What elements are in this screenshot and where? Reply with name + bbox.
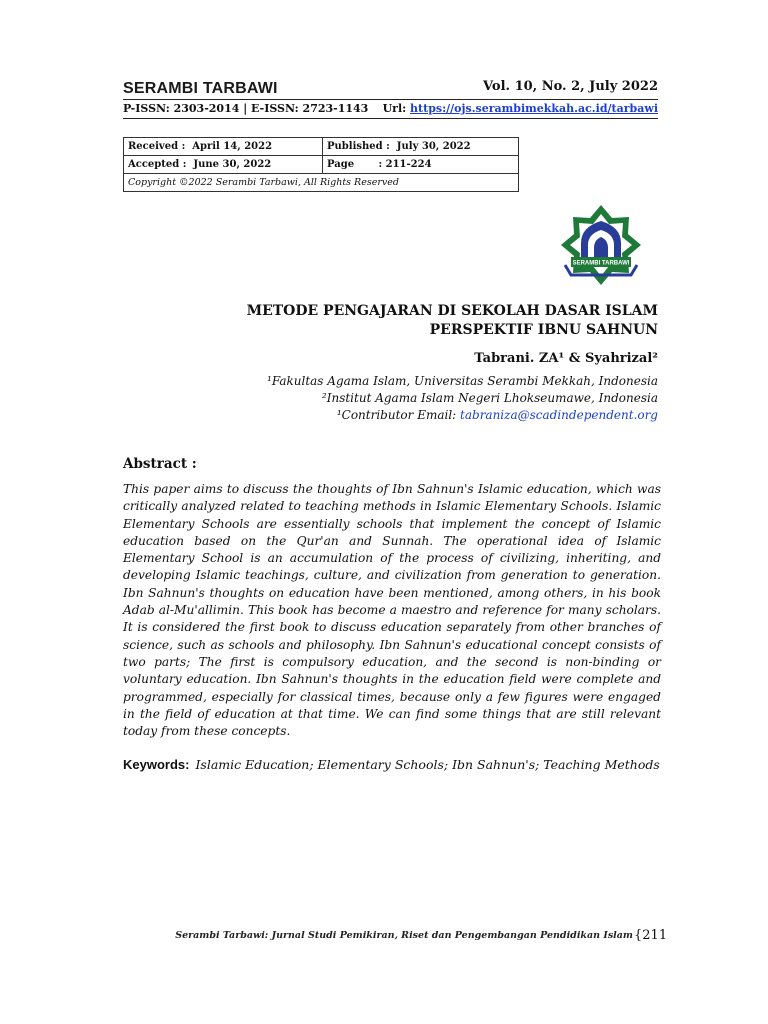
- accepted-cell: [124, 156, 323, 174]
- page-cell: [323, 156, 519, 174]
- page-value: : 211-224: [378, 159, 432, 170]
- page-number: {211: [634, 928, 668, 943]
- contributor-email: [337, 408, 658, 422]
- keywords: [123, 757, 660, 772]
- title-line-1: METODE PENGAJARAN DI SEKOLAH DASAR ISLAM: [246, 303, 658, 319]
- email-label: ¹Contributor Email:: [336, 408, 461, 422]
- header-rule-bottom: [123, 118, 658, 119]
- keywords-value: Islamic Education; Elementary Schools; Ibn Sahnun's; Teaching Methods: [195, 757, 660, 772]
- footer-journal: Serambi Tarbawi: Jurnal Studi Pemikiran, Riset dan Pengembangan Pendidikan Islam: [175, 930, 633, 941]
- article-meta-table: [123, 137, 519, 192]
- affiliation-2: ²Institut Agama Islam Negeri Lhokseumawe, Indonesia: [321, 391, 658, 405]
- header-rule: [123, 99, 658, 100]
- published-label: Published :: [327, 141, 390, 152]
- published-value: July 30, 2022: [396, 141, 471, 152]
- email-link[interactable]: tabraniza@scadindependent.org: [460, 408, 658, 422]
- authors: Tabrani. ZA¹ & Syahrizal²: [474, 351, 658, 366]
- journal-name: SERAMBI TARBAWI: [123, 80, 278, 97]
- affiliation-1: ¹Fakultas Agama Islam, Universitas Serambi Mekkah, Indonesia: [267, 374, 658, 388]
- accepted-label: Accepted :: [128, 159, 187, 170]
- abstract-body: This paper aims to discuss the thoughts of Ibn Sahnun's Islamic education, which was critically analyzed related to teaching methods in Islamic Elementary Schools. Islamic Elementary Schools are essentially schools that implement the concept of Islamic education based on the Qur'an and Sunnah. The operational idea of Islamic Elementary School is an accumulation of the process of civilizing, inheriting, and developing Islamic teachings, culture, and civilization from generation to generation. Ibn Sahnun's thoughts on education have been mentioned, among others, in his book Adab al-Mu'allimin. This book has become a maestro and reference for many scholars. It is considered the first book to discuss education separately from other branches of science, such as schools and philosophy. Ibn Sahnun's educational concept consists of two parts; The first is compulsory education, and the second is non-binding or voluntary education. Ibn Sahnun's thoughts in the education field were complete and programmed, especially for classical times, because only a few figures were engaged in the field of education at that time. We can find some things that are still relevant today from these concepts.: [123, 482, 661, 739]
- journal-url-link[interactable]: https://ojs.serambimekkah.ac.id/tarbawi: [410, 102, 658, 115]
- published-cell: [323, 138, 519, 156]
- title-line-2: PERSPEKTIF IBNU SAHNUN: [429, 322, 658, 338]
- journal-url: [383, 102, 658, 115]
- keywords-label: Keywords:: [123, 757, 190, 772]
- journal-logo: [552, 204, 650, 290]
- accepted-value: June 30, 2022: [193, 159, 272, 170]
- received-value: April 14, 2022: [192, 141, 273, 152]
- article-title: [158, 302, 658, 340]
- received-label: Received :: [128, 141, 186, 152]
- abstract-heading: Abstract :: [123, 456, 197, 472]
- logo-text: SERAMBI TARBAWI: [572, 260, 630, 267]
- copyright: Copyright ©2022 Serambi Tarbawi, All Rights Reserved: [124, 174, 519, 192]
- url-label: Url:: [382, 102, 407, 115]
- received-cell: [124, 138, 323, 156]
- issn: P-ISSN: 2303-2014 | E-ISSN: 2723-1143: [123, 102, 369, 115]
- page-label: Page: [327, 159, 355, 170]
- volume-info: Vol. 10, No. 2, July 2022: [483, 79, 658, 94]
